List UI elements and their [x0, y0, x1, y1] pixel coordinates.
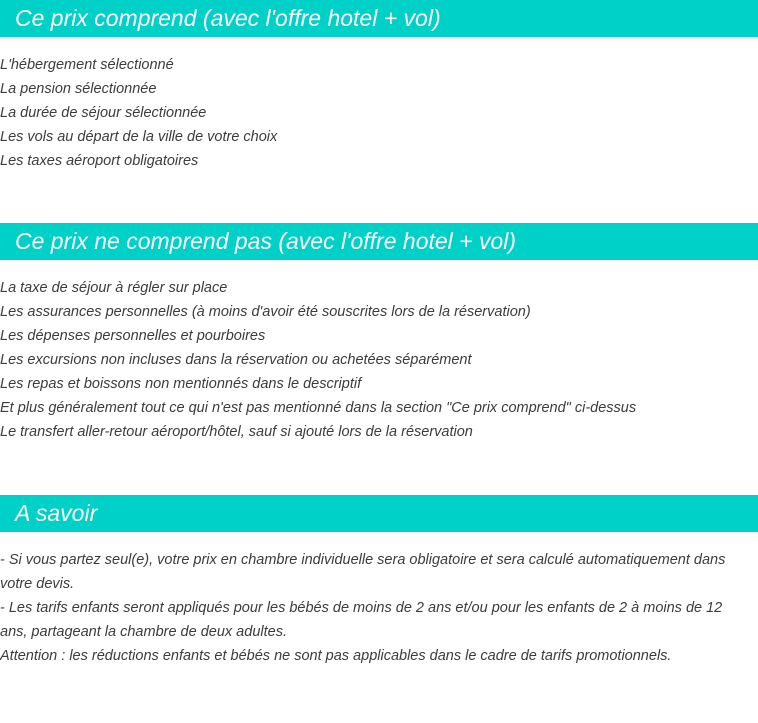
list-item: La pension sélectionnée — [0, 81, 157, 97]
list-item: Les excursions non incluses dans la réservation ou achetées séparément — [0, 352, 472, 368]
know-paragraph-attention: Attention : les réductions enfants et bébés ne sont pas applicables dans le cadre de tarifs promotionnels. — [0, 648, 672, 664]
know-paragraph-children: - Les tarifs enfants seront appliqués pour les bébés de moins de 2 ans et/ou pour les enfants de 2 à moins de 12 ans, partageant la chambre de deux adultes. — [0, 600, 723, 640]
includes-list — [0, 53, 758, 173]
list-item: Les assurances personnelles (à moins d'avoir été souscrites lors de la réservation) — [0, 304, 531, 320]
includes-title: Ce prix comprend (avec l'offre hotel + vol) — [15, 5, 441, 31]
list-item: La durée de séjour sélectionnée — [0, 105, 207, 121]
know-section — [0, 495, 758, 668]
know-header — [0, 495, 758, 532]
includes-header — [0, 0, 758, 37]
list-item: Et plus généralement tout ce qui n'est pas mentionné dans la section "Ce prix comprend" ci-dessus — [0, 400, 637, 416]
excludes-title: Ce prix ne comprend pas (avec l'offre hotel + vol) — [15, 228, 517, 254]
list-item: Les vols au départ de la ville de votre choix — [0, 129, 278, 145]
know-paragraph-solo: - Si vous partez seul(e), votre prix en chambre individuelle sera obligatoire et sera calculé automatiquement dans votre devis. — [0, 552, 726, 592]
excludes-section — [0, 223, 758, 444]
list-item: Les repas et boissons non mentionnés dans le descriptif — [0, 376, 362, 392]
list-item: L'hébergement sélectionné — [0, 57, 174, 73]
know-body — [0, 548, 758, 668]
list-item: La taxe de séjour à régler sur place — [0, 280, 228, 296]
excludes-header — [0, 223, 758, 260]
list-item: Les taxes aéroport obligatoires — [0, 153, 199, 169]
list-item: Le transfert aller-retour aéroport/hôtel, sauf si ajouté lors de la réservation — [0, 424, 473, 440]
know-title: A savoir — [15, 500, 98, 526]
excludes-list — [0, 276, 758, 444]
list-item: Les dépenses personnelles et pourboires — [0, 328, 266, 344]
includes-section — [0, 0, 758, 173]
